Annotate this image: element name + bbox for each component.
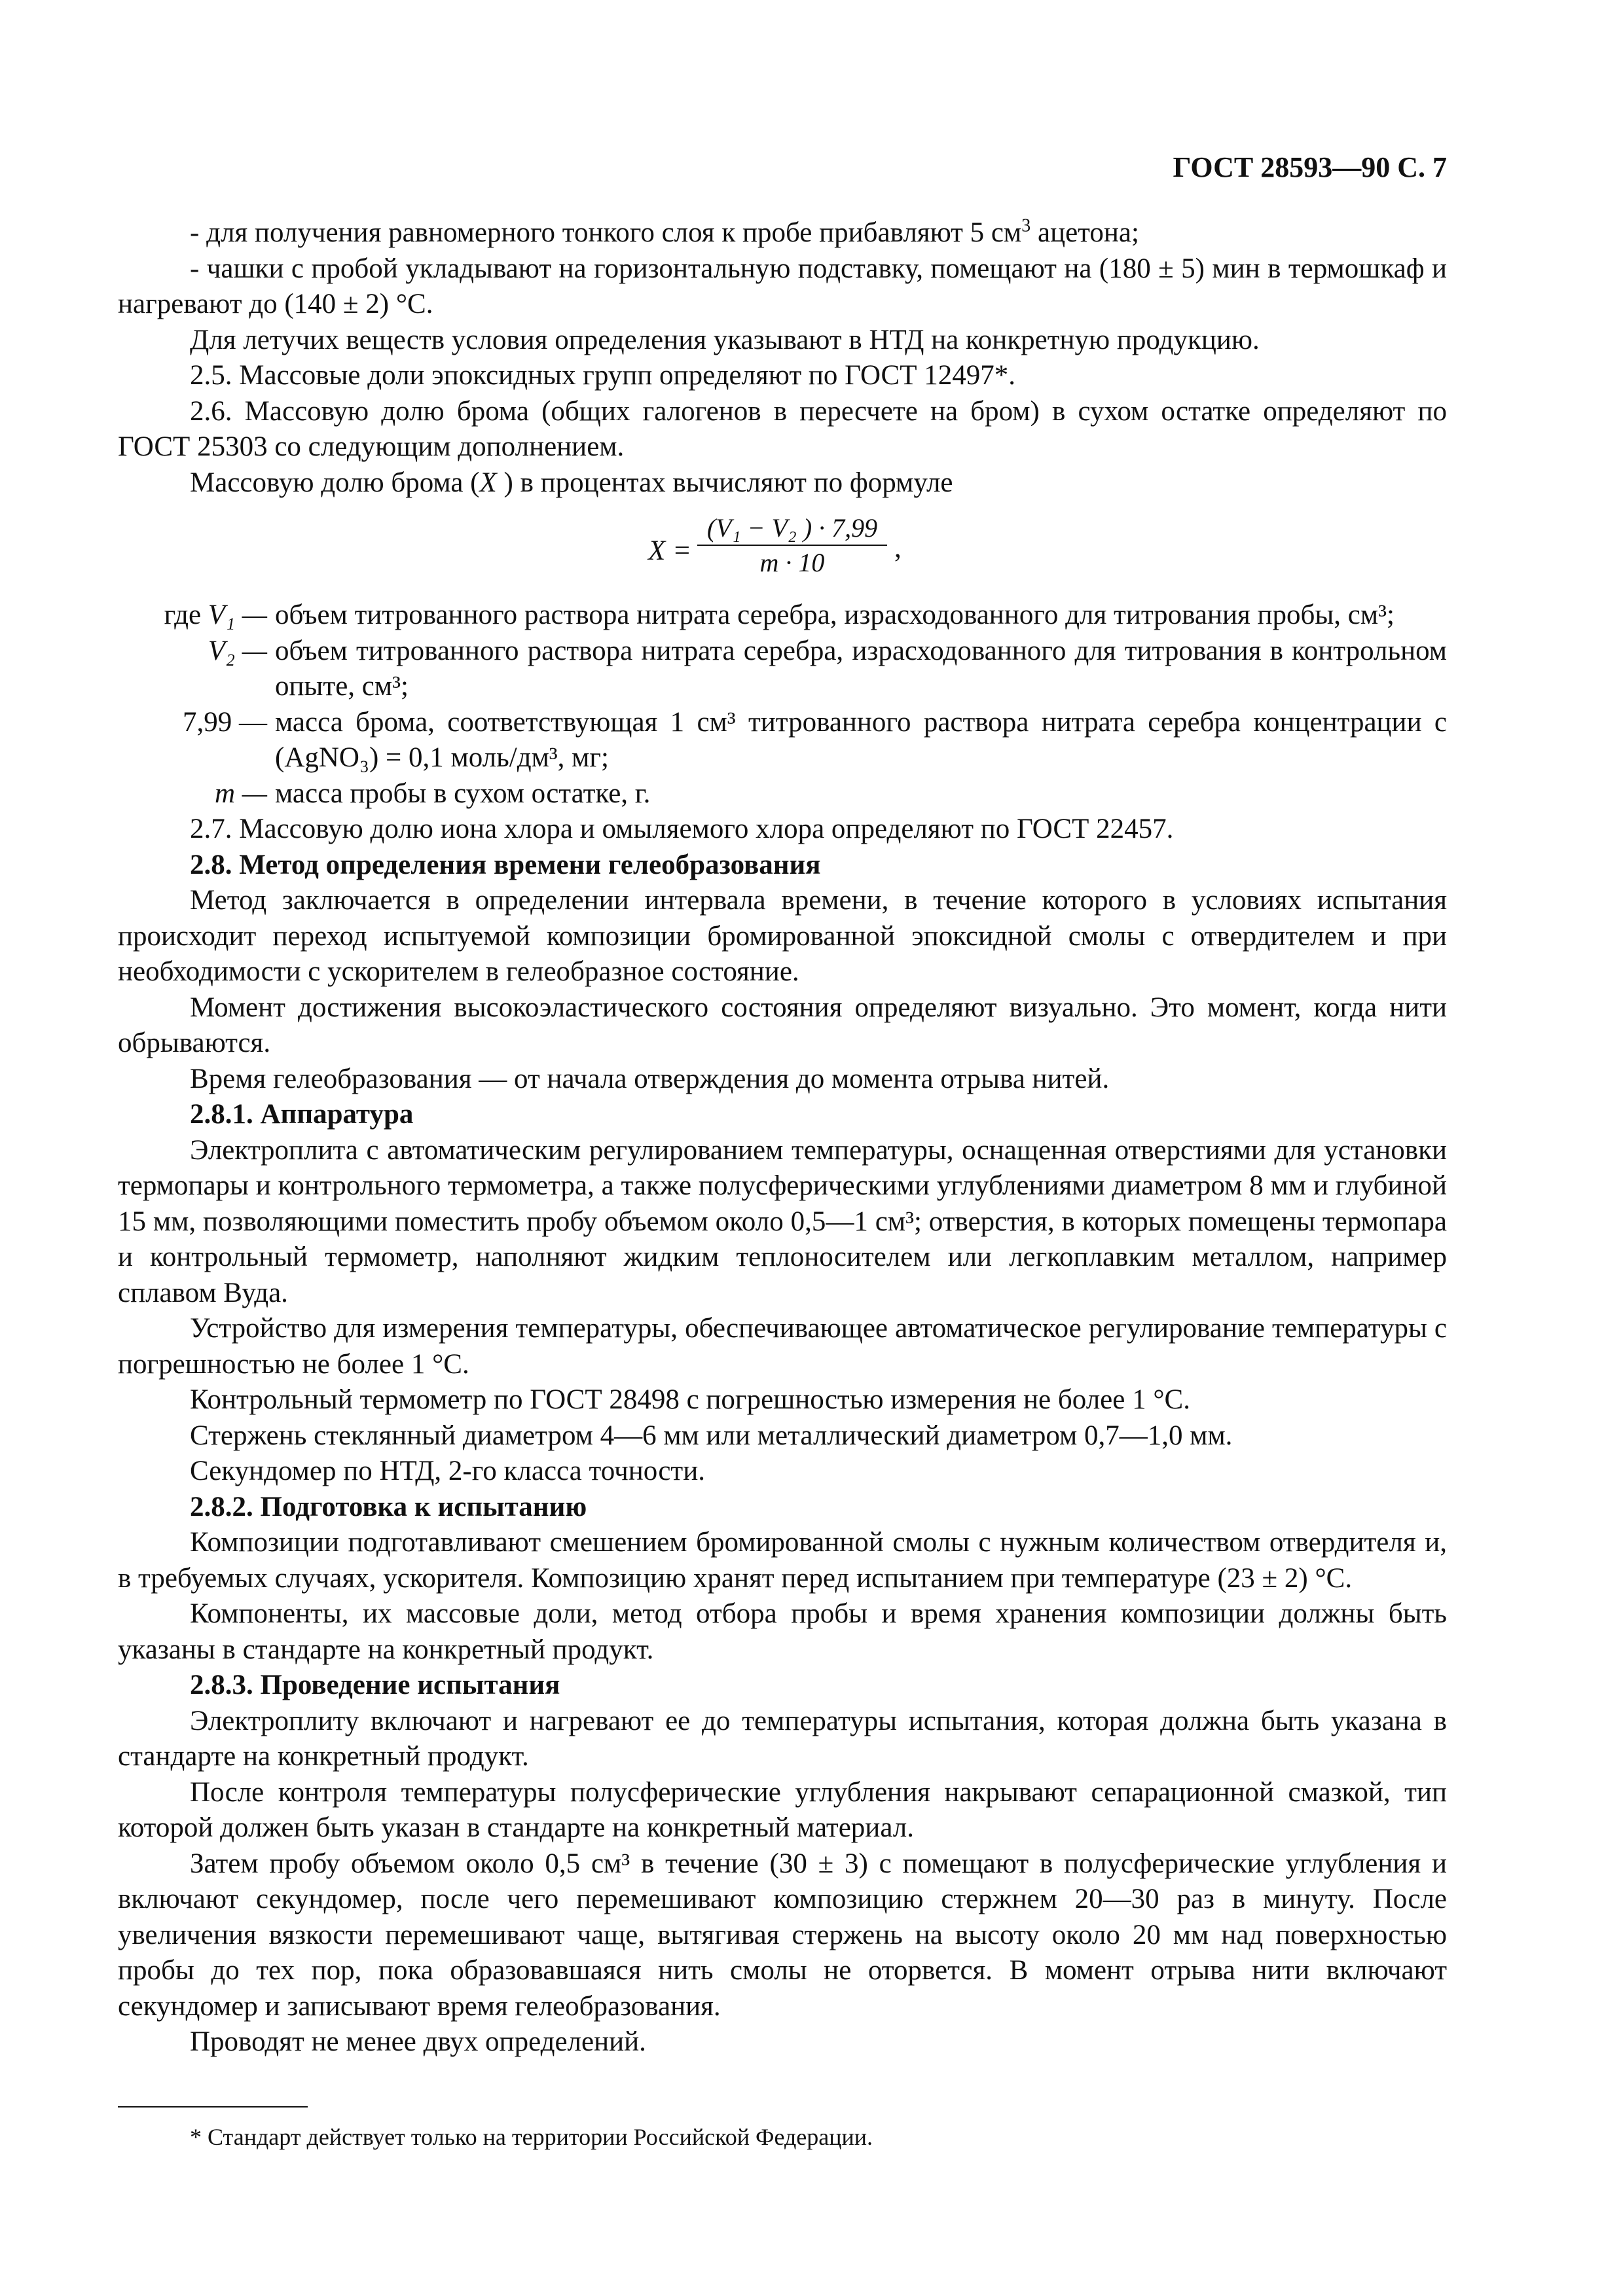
definition-row xyxy=(118,598,1447,634)
page-header: ГОСТ 28593—90 С. 7 xyxy=(1173,151,1447,183)
section-heading: 2.8.2. Подготовка к испытанию xyxy=(190,1491,587,1522)
paragraph: Контрольный термометр по ГОСТ 28498 с погрешностью измерения не более 1 °С. xyxy=(190,1384,1190,1415)
definition-lead: где xyxy=(164,600,202,630)
paragraph xyxy=(118,215,1447,251)
paragraph-text: ацетона; xyxy=(1030,217,1139,248)
definition-row xyxy=(118,705,1447,776)
paragraph: Электроплиту включают и нагревают ее до температуры испытания, которая должна быть указана в стандарте на конкретный продукт. xyxy=(118,1705,1447,1772)
paragraph: Электроплита с автоматическим регулированием температуры, оснащенная отверстиями для установки термопары и контрольного термометра, а также полусферическими углублениями диаметром 8 мм и глубиной 15 мм, позволяющими поместить пробу объемом около 0,5—1 см³; отверстия, в которых помещены термопара и контрольный термометр, наполняют жидким теплоносителем или легкоплавким металлом, например сплавом Вуда. xyxy=(118,1134,1447,1308)
formula-denominator: m · 10 xyxy=(759,548,825,577)
definition-row xyxy=(118,776,1447,812)
definition-row xyxy=(118,634,1447,705)
paragraph: Момент достижения высокоэластического состояния определяют визуально. Это момент, когда нити обрываются. xyxy=(118,992,1447,1058)
section-heading: 2.8.3. Проведение испытания xyxy=(190,1670,560,1700)
paragraph-text: - для получения равномерного тонкого слоя к пробе прибавляют 5 см xyxy=(190,217,1022,248)
paragraph: Композиции подготавливают смешением бромированной смолы с нужным количеством отвердителя и, в требуемых случаях, ускорителя. Композицию хранят перед испытанием при температуре (23 ± 2) °С. xyxy=(118,1527,1447,1594)
paragraph-text: ) в процентах вычисляют по формуле xyxy=(496,467,953,498)
formula-numerator: (V₁ − V₂ ) · 7,99 xyxy=(697,512,887,546)
paragraph: Проводят не менее двух определений. xyxy=(190,2026,646,2057)
formula-lhs: X = xyxy=(648,535,692,566)
bromine-formula xyxy=(118,503,1447,595)
paragraph: 2.7. Массовую долю иона хлора и омыляемого хлора определяют по ГОСТ 22457. xyxy=(190,814,1174,844)
paragraph: Стержень стеклянный диаметром 4—6 мм или металлический диаметром 0,7—1,0 мм. xyxy=(190,1420,1233,1451)
footnote-divider xyxy=(118,2106,308,2108)
paragraph: Для летучих веществ условия определения указывают в НТД на конкретную продукцию. xyxy=(190,324,1260,355)
definition-symbol xyxy=(118,598,275,634)
paragraph: Затем пробу объемом около 0,5 см³ в течение (30 ± 3) с помещают в полусферические углубления и включают секундомер, после чего перемешивают композицию стержнем 20—30 раз в минуту. После увеличения вязкости перемешивают чаще, вытягивая стержень на высоту около 20 мм над поверхностью пробы до тех пор, пока образовавшаяся нить смолы не оторвется. В момент отрыва нити включают секундомер и записывают время гелеобразования. xyxy=(118,1848,1447,2022)
formula-comma: , xyxy=(894,533,902,564)
definition-text: объем титрованного раствора нитрата серебра, израсходованного для титрования в контрольном опыте, см³; xyxy=(275,635,1447,702)
section-heading: 2.8. Метод определения времени гелеобразования xyxy=(190,849,821,880)
paragraph: Секундомер по НТД, 2-го класса точности. xyxy=(190,1456,705,1486)
paragraph-text: Массовую долю брома ( xyxy=(190,467,480,498)
paragraph: Время гелеобразования — от начала отверждения до момента отрыва нитей. xyxy=(190,1063,1110,1094)
definition-var: V₁ — xyxy=(208,600,267,630)
definition-text: масса пробы в сухом остатке, г. xyxy=(275,778,651,809)
formula-fraction xyxy=(697,512,887,578)
document-page xyxy=(118,151,1447,2152)
paragraph xyxy=(118,465,1447,501)
definition-text: объем титрованного раствора нитрата серебра, израсходованного для титрования пробы, см³; xyxy=(275,600,1395,630)
paragraph: - чашки с пробой укладывают на горизонтальную подставку, помещают на (180 ± 5) мин в термошкаф и нагревают до (140 ± 2) °С. xyxy=(118,253,1447,319)
formula-definitions xyxy=(118,598,1447,812)
paragraph: Компоненты, их массовые доли, метод отбора пробы и время хранения композиции должны быть указаны в стандарте на конкретный продукт. xyxy=(118,1598,1447,1665)
paragraph: 2.6. Массовую долю брома (общих галогенов в пересчете на бром) в сухом остатке определяют по ГОСТ 25303 со следующим дополнением. xyxy=(118,395,1447,462)
footnote: * Стандарт действует только на территории Российской Федерации. xyxy=(190,2123,873,2150)
paragraph: Метод заключается в определении интервала времени, в течение которого в условиях испытания происходит переход испытуемой композиции бромированной эпоксидной смолы с отвердителем и при необходимости с ускорителем в гелеобразное состояние. xyxy=(118,885,1447,987)
superscript: 3 xyxy=(1021,215,1031,236)
paragraph: После контроля температуры полусферические углубления накрывают сепарационной смазкой, тип которой должен быть указан в стандарте на конкретный материал. xyxy=(118,1776,1447,1843)
section-heading: 2.8.1. Аппаратура xyxy=(190,1099,414,1130)
definition-text: масса брома, соответствующая 1 см³ титрованного раствора нитрата серебра концентрации c (AgNO₃) = 0,1 моль/дм³, мг; xyxy=(275,706,1447,773)
paragraph: Устройство для измерения температуры, обеспечивающее автоматическое регулирование температуры с погрешностью не более 1 °С. xyxy=(118,1313,1447,1380)
definition-symbol: 7,99 — xyxy=(183,706,267,738)
variable: X xyxy=(479,467,497,498)
definition-symbol: V₂ — xyxy=(208,635,267,666)
definition-symbol: m — xyxy=(214,778,267,809)
paragraph: 2.5. Массовые доли эпоксидных групп определяют по ГОСТ 12497*. xyxy=(190,360,1015,391)
